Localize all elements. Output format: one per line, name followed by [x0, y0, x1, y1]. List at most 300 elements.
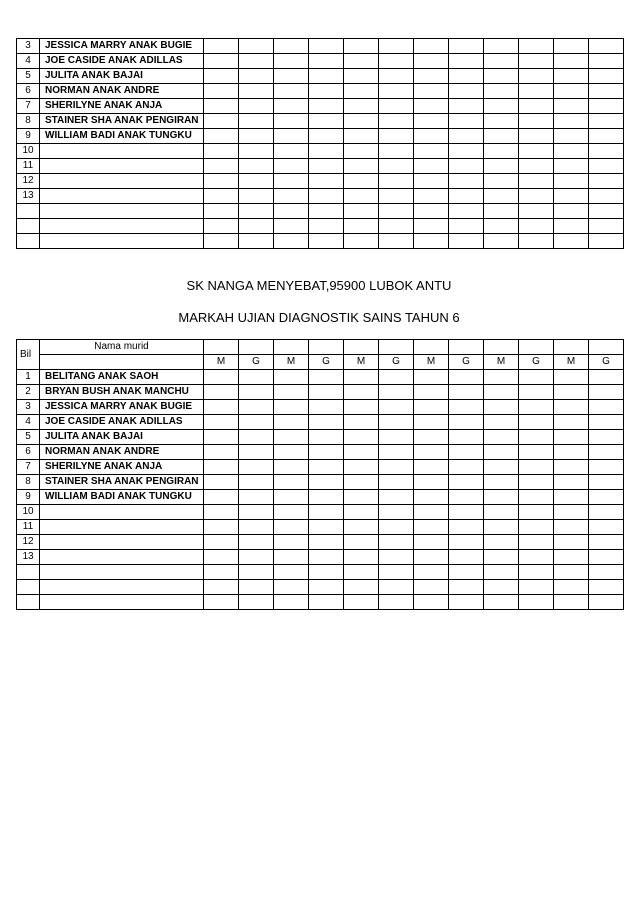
mark-cell[interactable]	[554, 490, 589, 505]
mark-cell[interactable]	[589, 460, 624, 475]
mark-cell[interactable]	[589, 445, 624, 460]
mark-cell[interactable]	[309, 475, 344, 490]
mark-cell[interactable]	[554, 84, 589, 99]
mark-cell[interactable]	[484, 415, 519, 430]
mark-cell[interactable]	[589, 550, 624, 565]
mark-cell[interactable]	[274, 505, 309, 520]
mark-cell[interactable]	[344, 595, 379, 610]
mark-cell[interactable]	[204, 219, 239, 234]
mark-cell[interactable]	[239, 595, 274, 610]
mark-cell[interactable]	[554, 69, 589, 84]
mark-cell[interactable]	[449, 415, 484, 430]
mark-cell[interactable]	[239, 174, 274, 189]
mark-cell[interactable]	[379, 445, 414, 460]
mark-cell[interactable]	[309, 54, 344, 69]
mark-cell[interactable]	[379, 490, 414, 505]
mark-cell[interactable]	[484, 445, 519, 460]
mark-cell[interactable]	[239, 550, 274, 565]
mark-cell[interactable]	[589, 505, 624, 520]
mark-cell[interactable]	[379, 174, 414, 189]
mark-cell[interactable]	[274, 475, 309, 490]
mark-cell[interactable]	[554, 54, 589, 69]
mark-cell[interactable]	[554, 475, 589, 490]
mark-cell[interactable]	[484, 189, 519, 204]
mark-cell[interactable]	[449, 129, 484, 144]
mark-cell[interactable]	[274, 54, 309, 69]
mark-cell[interactable]	[449, 69, 484, 84]
mark-cell[interactable]	[204, 595, 239, 610]
mark-cell[interactable]	[309, 415, 344, 430]
mark-cell[interactable]	[589, 69, 624, 84]
mark-cell[interactable]	[414, 99, 449, 114]
mark-cell[interactable]	[239, 159, 274, 174]
mark-cell[interactable]	[414, 445, 449, 460]
mark-cell[interactable]	[309, 370, 344, 385]
mark-cell[interactable]	[414, 430, 449, 445]
mark-cell[interactable]	[344, 415, 379, 430]
mark-cell[interactable]	[449, 144, 484, 159]
mark-cell[interactable]	[414, 69, 449, 84]
mark-cell[interactable]	[414, 54, 449, 69]
mark-cell[interactable]	[239, 84, 274, 99]
mark-cell[interactable]	[239, 234, 274, 249]
mark-cell[interactable]	[379, 114, 414, 129]
mark-cell[interactable]	[274, 69, 309, 84]
mark-cell[interactable]	[589, 415, 624, 430]
mark-cell[interactable]	[344, 430, 379, 445]
mark-cell[interactable]	[484, 490, 519, 505]
mark-cell[interactable]	[484, 99, 519, 114]
mark-cell[interactable]	[519, 114, 554, 129]
mark-cell[interactable]	[309, 550, 344, 565]
mark-cell[interactable]	[519, 69, 554, 84]
mark-cell[interactable]	[519, 490, 554, 505]
mark-cell[interactable]	[344, 129, 379, 144]
mark-cell[interactable]	[344, 565, 379, 580]
mark-cell[interactable]	[519, 39, 554, 54]
mark-cell[interactable]	[239, 520, 274, 535]
mark-cell[interactable]	[344, 204, 379, 219]
mark-cell[interactable]	[414, 565, 449, 580]
mark-cell[interactable]	[519, 475, 554, 490]
mark-cell[interactable]	[239, 204, 274, 219]
mark-cell[interactable]	[589, 189, 624, 204]
mark-cell[interactable]	[554, 174, 589, 189]
mark-cell[interactable]	[554, 400, 589, 415]
mark-cell[interactable]	[589, 370, 624, 385]
mark-cell[interactable]	[589, 144, 624, 159]
mark-cell[interactable]	[589, 84, 624, 99]
mark-cell[interactable]	[379, 99, 414, 114]
mark-cell[interactable]	[484, 505, 519, 520]
mark-cell[interactable]	[239, 490, 274, 505]
mark-cell[interactable]	[344, 159, 379, 174]
mark-cell[interactable]	[309, 144, 344, 159]
mark-cell[interactable]	[309, 219, 344, 234]
mark-cell[interactable]	[519, 535, 554, 550]
mark-cell[interactable]	[554, 219, 589, 234]
mark-cell[interactable]	[554, 385, 589, 400]
mark-cell[interactable]	[519, 84, 554, 99]
mark-cell[interactable]	[204, 565, 239, 580]
mark-cell[interactable]	[309, 99, 344, 114]
mark-cell[interactable]	[519, 580, 554, 595]
mark-cell[interactable]	[449, 174, 484, 189]
mark-cell[interactable]	[379, 475, 414, 490]
mark-cell[interactable]	[589, 535, 624, 550]
mark-cell[interactable]	[519, 54, 554, 69]
mark-cell[interactable]	[309, 114, 344, 129]
mark-cell[interactable]	[344, 39, 379, 54]
mark-cell[interactable]	[379, 520, 414, 535]
mark-cell[interactable]	[274, 219, 309, 234]
mark-cell[interactable]	[554, 99, 589, 114]
mark-cell[interactable]	[204, 144, 239, 159]
mark-cell[interactable]	[204, 39, 239, 54]
mark-cell[interactable]	[239, 114, 274, 129]
mark-cell[interactable]	[519, 204, 554, 219]
mark-cell[interactable]	[379, 595, 414, 610]
mark-cell[interactable]	[204, 385, 239, 400]
mark-cell[interactable]	[274, 415, 309, 430]
mark-cell[interactable]	[589, 129, 624, 144]
mark-cell[interactable]	[414, 400, 449, 415]
mark-cell[interactable]	[519, 430, 554, 445]
mark-cell[interactable]	[519, 400, 554, 415]
mark-cell[interactable]	[239, 445, 274, 460]
mark-cell[interactable]	[414, 460, 449, 475]
mark-cell[interactable]	[379, 565, 414, 580]
mark-cell[interactable]	[484, 385, 519, 400]
mark-cell[interactable]	[239, 219, 274, 234]
mark-cell[interactable]	[519, 505, 554, 520]
mark-cell[interactable]	[239, 69, 274, 84]
mark-cell[interactable]	[309, 565, 344, 580]
mark-cell[interactable]	[379, 400, 414, 415]
mark-cell[interactable]	[589, 595, 624, 610]
mark-cell[interactable]	[414, 114, 449, 129]
mark-cell[interactable]	[379, 370, 414, 385]
mark-cell[interactable]	[379, 234, 414, 249]
mark-cell[interactable]	[414, 370, 449, 385]
mark-cell[interactable]	[274, 580, 309, 595]
mark-cell[interactable]	[239, 475, 274, 490]
mark-cell[interactable]	[589, 400, 624, 415]
mark-cell[interactable]	[239, 535, 274, 550]
mark-cell[interactable]	[414, 520, 449, 535]
mark-cell[interactable]	[274, 460, 309, 475]
mark-cell[interactable]	[484, 234, 519, 249]
mark-cell[interactable]	[344, 385, 379, 400]
mark-cell[interactable]	[484, 144, 519, 159]
mark-cell[interactable]	[239, 385, 274, 400]
mark-cell[interactable]	[484, 159, 519, 174]
mark-cell[interactable]	[554, 505, 589, 520]
mark-cell[interactable]	[414, 189, 449, 204]
mark-cell[interactable]	[449, 595, 484, 610]
mark-cell[interactable]	[449, 189, 484, 204]
mark-cell[interactable]	[589, 204, 624, 219]
mark-cell[interactable]	[204, 475, 239, 490]
mark-cell[interactable]	[589, 475, 624, 490]
mark-cell[interactable]	[204, 520, 239, 535]
mark-cell[interactable]	[449, 159, 484, 174]
mark-cell[interactable]	[554, 159, 589, 174]
mark-cell[interactable]	[379, 580, 414, 595]
mark-cell[interactable]	[449, 370, 484, 385]
mark-cell[interactable]	[484, 595, 519, 610]
mark-cell[interactable]	[379, 385, 414, 400]
mark-cell[interactable]	[379, 129, 414, 144]
mark-cell[interactable]	[414, 415, 449, 430]
mark-cell[interactable]	[204, 550, 239, 565]
mark-cell[interactable]	[554, 370, 589, 385]
mark-cell[interactable]	[344, 475, 379, 490]
mark-cell[interactable]	[379, 460, 414, 475]
mark-cell[interactable]	[449, 460, 484, 475]
mark-cell[interactable]	[344, 54, 379, 69]
mark-cell[interactable]	[484, 400, 519, 415]
mark-cell[interactable]	[239, 415, 274, 430]
mark-cell[interactable]	[484, 219, 519, 234]
mark-cell[interactable]	[589, 580, 624, 595]
mark-cell[interactable]	[519, 370, 554, 385]
mark-cell[interactable]	[204, 505, 239, 520]
mark-cell[interactable]	[589, 565, 624, 580]
mark-cell[interactable]	[414, 204, 449, 219]
mark-cell[interactable]	[554, 144, 589, 159]
mark-cell[interactable]	[344, 505, 379, 520]
mark-cell[interactable]	[344, 144, 379, 159]
mark-cell[interactable]	[204, 159, 239, 174]
mark-cell[interactable]	[204, 580, 239, 595]
mark-cell[interactable]	[414, 385, 449, 400]
mark-cell[interactable]	[274, 129, 309, 144]
mark-cell[interactable]	[519, 565, 554, 580]
mark-cell[interactable]	[589, 54, 624, 69]
mark-cell[interactable]	[589, 159, 624, 174]
mark-cell[interactable]	[204, 114, 239, 129]
mark-cell[interactable]	[204, 174, 239, 189]
mark-cell[interactable]	[484, 129, 519, 144]
mark-cell[interactable]	[344, 114, 379, 129]
mark-cell[interactable]	[274, 370, 309, 385]
mark-cell[interactable]	[204, 445, 239, 460]
mark-cell[interactable]	[589, 490, 624, 505]
mark-cell[interactable]	[379, 219, 414, 234]
mark-cell[interactable]	[204, 430, 239, 445]
mark-cell[interactable]	[309, 445, 344, 460]
mark-cell[interactable]	[484, 460, 519, 475]
mark-cell[interactable]	[554, 415, 589, 430]
mark-cell[interactable]	[379, 550, 414, 565]
mark-cell[interactable]	[204, 400, 239, 415]
mark-cell[interactable]	[449, 204, 484, 219]
mark-cell[interactable]	[449, 234, 484, 249]
mark-cell[interactable]	[554, 234, 589, 249]
mark-cell[interactable]	[274, 520, 309, 535]
mark-cell[interactable]	[449, 445, 484, 460]
mark-cell[interactable]	[344, 99, 379, 114]
mark-cell[interactable]	[379, 535, 414, 550]
mark-cell[interactable]	[379, 159, 414, 174]
mark-cell[interactable]	[204, 99, 239, 114]
mark-cell[interactable]	[414, 219, 449, 234]
mark-cell[interactable]	[309, 580, 344, 595]
mark-cell[interactable]	[414, 39, 449, 54]
mark-cell[interactable]	[239, 189, 274, 204]
mark-cell[interactable]	[204, 460, 239, 475]
mark-cell[interactable]	[449, 550, 484, 565]
mark-cell[interactable]	[309, 505, 344, 520]
mark-cell[interactable]	[379, 39, 414, 54]
mark-cell[interactable]	[309, 159, 344, 174]
mark-cell[interactable]	[274, 490, 309, 505]
mark-cell[interactable]	[414, 535, 449, 550]
mark-cell[interactable]	[449, 385, 484, 400]
mark-cell[interactable]	[449, 114, 484, 129]
mark-cell[interactable]	[414, 84, 449, 99]
mark-cell[interactable]	[274, 595, 309, 610]
mark-cell[interactable]	[309, 520, 344, 535]
mark-cell[interactable]	[274, 550, 309, 565]
mark-cell[interactable]	[519, 234, 554, 249]
mark-cell[interactable]	[449, 54, 484, 69]
mark-cell[interactable]	[239, 400, 274, 415]
mark-cell[interactable]	[554, 460, 589, 475]
mark-cell[interactable]	[274, 445, 309, 460]
mark-cell[interactable]	[274, 535, 309, 550]
mark-cell[interactable]	[379, 189, 414, 204]
mark-cell[interactable]	[239, 460, 274, 475]
mark-cell[interactable]	[449, 400, 484, 415]
mark-cell[interactable]	[484, 84, 519, 99]
mark-cell[interactable]	[519, 174, 554, 189]
mark-cell[interactable]	[484, 174, 519, 189]
mark-cell[interactable]	[309, 490, 344, 505]
mark-cell[interactable]	[274, 159, 309, 174]
mark-cell[interactable]	[589, 430, 624, 445]
mark-cell[interactable]	[589, 219, 624, 234]
mark-cell[interactable]	[554, 189, 589, 204]
mark-cell[interactable]	[274, 204, 309, 219]
mark-cell[interactable]	[379, 204, 414, 219]
mark-cell[interactable]	[449, 490, 484, 505]
mark-cell[interactable]	[274, 114, 309, 129]
mark-cell[interactable]	[414, 490, 449, 505]
mark-cell[interactable]	[589, 234, 624, 249]
mark-cell[interactable]	[204, 129, 239, 144]
mark-cell[interactable]	[309, 69, 344, 84]
mark-cell[interactable]	[519, 385, 554, 400]
mark-cell[interactable]	[309, 39, 344, 54]
mark-cell[interactable]	[344, 84, 379, 99]
mark-cell[interactable]	[414, 505, 449, 520]
mark-cell[interactable]	[554, 550, 589, 565]
mark-cell[interactable]	[274, 385, 309, 400]
mark-cell[interactable]	[414, 595, 449, 610]
mark-cell[interactable]	[449, 565, 484, 580]
mark-cell[interactable]	[309, 189, 344, 204]
mark-cell[interactable]	[484, 475, 519, 490]
mark-cell[interactable]	[589, 114, 624, 129]
mark-cell[interactable]	[274, 174, 309, 189]
mark-cell[interactable]	[309, 234, 344, 249]
mark-cell[interactable]	[274, 189, 309, 204]
mark-cell[interactable]	[554, 204, 589, 219]
mark-cell[interactable]	[554, 114, 589, 129]
mark-cell[interactable]	[239, 505, 274, 520]
mark-cell[interactable]	[554, 565, 589, 580]
mark-cell[interactable]	[239, 430, 274, 445]
mark-cell[interactable]	[239, 129, 274, 144]
mark-cell[interactable]	[309, 204, 344, 219]
mark-cell[interactable]	[379, 54, 414, 69]
mark-cell[interactable]	[484, 550, 519, 565]
mark-cell[interactable]	[344, 234, 379, 249]
mark-cell[interactable]	[309, 430, 344, 445]
mark-cell[interactable]	[449, 475, 484, 490]
mark-cell[interactable]	[589, 99, 624, 114]
mark-cell[interactable]	[344, 219, 379, 234]
mark-cell[interactable]	[449, 39, 484, 54]
mark-cell[interactable]	[274, 565, 309, 580]
mark-cell[interactable]	[484, 54, 519, 69]
mark-cell[interactable]	[379, 144, 414, 159]
mark-cell[interactable]	[414, 580, 449, 595]
mark-cell[interactable]	[204, 69, 239, 84]
mark-cell[interactable]	[449, 84, 484, 99]
mark-cell[interactable]	[239, 39, 274, 54]
mark-cell[interactable]	[204, 490, 239, 505]
mark-cell[interactable]	[484, 580, 519, 595]
mark-cell[interactable]	[414, 129, 449, 144]
mark-cell[interactable]	[204, 189, 239, 204]
mark-cell[interactable]	[274, 39, 309, 54]
mark-cell[interactable]	[204, 370, 239, 385]
mark-cell[interactable]	[519, 445, 554, 460]
mark-cell[interactable]	[484, 370, 519, 385]
mark-cell[interactable]	[589, 385, 624, 400]
mark-cell[interactable]	[414, 550, 449, 565]
mark-cell[interactable]	[519, 99, 554, 114]
mark-cell[interactable]	[239, 54, 274, 69]
mark-cell[interactable]	[449, 219, 484, 234]
mark-cell[interactable]	[309, 595, 344, 610]
mark-cell[interactable]	[484, 114, 519, 129]
mark-cell[interactable]	[379, 415, 414, 430]
mark-cell[interactable]	[274, 144, 309, 159]
mark-cell[interactable]	[519, 595, 554, 610]
mark-cell[interactable]	[344, 460, 379, 475]
mark-cell[interactable]	[519, 520, 554, 535]
mark-cell[interactable]	[309, 129, 344, 144]
mark-cell[interactable]	[554, 580, 589, 595]
mark-cell[interactable]	[309, 174, 344, 189]
mark-cell[interactable]	[344, 174, 379, 189]
mark-cell[interactable]	[204, 415, 239, 430]
mark-cell[interactable]	[414, 475, 449, 490]
mark-cell[interactable]	[554, 595, 589, 610]
mark-cell[interactable]	[344, 535, 379, 550]
mark-cell[interactable]	[239, 580, 274, 595]
mark-cell[interactable]	[239, 565, 274, 580]
mark-cell[interactable]	[554, 129, 589, 144]
mark-cell[interactable]	[204, 234, 239, 249]
mark-cell[interactable]	[519, 219, 554, 234]
mark-cell[interactable]	[344, 550, 379, 565]
mark-cell[interactable]	[589, 520, 624, 535]
